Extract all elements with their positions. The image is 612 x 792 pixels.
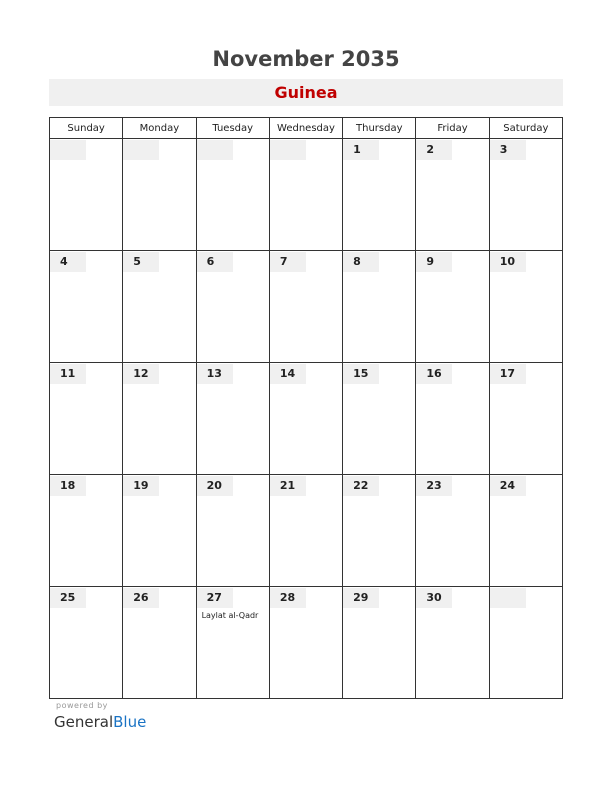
day-cell	[196, 139, 269, 251]
week-row	[50, 363, 563, 475]
day-number: 16	[416, 364, 452, 384]
day-cell	[196, 587, 269, 699]
day-cell	[50, 363, 123, 475]
day-number	[123, 140, 159, 160]
day-number: 8	[343, 252, 379, 272]
day-number: 4	[50, 252, 86, 272]
day-number: 24	[490, 476, 526, 496]
weekday-header: Tuesday	[196, 118, 269, 139]
day-cell	[489, 251, 562, 363]
day-number: 11	[50, 364, 86, 384]
day-cell	[416, 363, 489, 475]
day-number: 7	[270, 252, 306, 272]
day-cell	[343, 363, 416, 475]
brand-general-text: General	[54, 713, 114, 731]
day-number: 21	[270, 476, 306, 496]
day-number: 3	[490, 140, 526, 160]
day-number: 13	[197, 364, 233, 384]
day-number: 1	[343, 140, 379, 160]
day-cell	[269, 251, 342, 363]
day-cell	[50, 251, 123, 363]
day-number: 20	[197, 476, 233, 496]
day-cell	[489, 587, 562, 699]
day-number: 27	[197, 588, 233, 608]
day-number: 6	[197, 252, 233, 272]
day-number: 26	[123, 588, 159, 608]
day-number: 5	[123, 252, 159, 272]
day-cell	[123, 251, 196, 363]
day-number	[197, 140, 233, 160]
weekday-header: Monday	[123, 118, 196, 139]
day-cell	[416, 139, 489, 251]
day-number: 17	[490, 364, 526, 384]
day-number: 22	[343, 476, 379, 496]
day-number: 18	[50, 476, 86, 496]
day-cell	[489, 139, 562, 251]
day-cell	[416, 475, 489, 587]
day-cell	[489, 363, 562, 475]
day-cell	[343, 251, 416, 363]
day-cell	[343, 475, 416, 587]
day-number: 19	[123, 476, 159, 496]
day-number: 2	[416, 140, 452, 160]
calendar-grid	[49, 117, 563, 699]
brand-blue-text: Blue	[113, 713, 147, 731]
weekday-header: Sunday	[50, 118, 123, 139]
day-cell	[416, 587, 489, 699]
day-number: 9	[416, 252, 452, 272]
weekday-header: Friday	[416, 118, 489, 139]
week-row	[50, 251, 563, 363]
day-cell	[489, 475, 562, 587]
day-cell	[123, 363, 196, 475]
week-row	[50, 475, 563, 587]
day-cell	[196, 475, 269, 587]
day-number: 29	[343, 588, 379, 608]
day-cell	[196, 251, 269, 363]
country-name: Guinea	[49, 79, 563, 106]
day-number: 10	[490, 252, 526, 272]
day-cell	[196, 363, 269, 475]
day-number: 30	[416, 588, 452, 608]
day-number: 28	[270, 588, 306, 608]
weekday-header-row	[50, 118, 563, 139]
day-cell	[269, 475, 342, 587]
day-number	[50, 140, 86, 160]
day-number	[490, 588, 526, 608]
day-cell	[123, 139, 196, 251]
day-number: 15	[343, 364, 379, 384]
page-title: November 2035	[212, 47, 400, 71]
day-cell	[416, 251, 489, 363]
day-cell	[269, 139, 342, 251]
powered-by-label: powered by	[56, 701, 108, 710]
weekday-header: Thursday	[343, 118, 416, 139]
day-cell	[123, 475, 196, 587]
day-cell	[123, 587, 196, 699]
day-cell	[269, 587, 342, 699]
brand-logo[interactable]	[54, 713, 146, 731]
day-cell	[343, 139, 416, 251]
day-number: 23	[416, 476, 452, 496]
day-cell	[50, 587, 123, 699]
day-number: 14	[270, 364, 306, 384]
day-number	[270, 140, 306, 160]
day-number: 25	[50, 588, 86, 608]
week-row	[50, 587, 563, 699]
weekday-header: Wednesday	[269, 118, 342, 139]
day-cell	[269, 363, 342, 475]
day-number: 12	[123, 364, 159, 384]
week-row	[50, 139, 563, 251]
day-cell	[50, 139, 123, 251]
weekday-header: Saturday	[489, 118, 562, 139]
day-cell	[50, 475, 123, 587]
day-cell	[343, 587, 416, 699]
holiday-label: Laylat al-Qadr	[201, 611, 259, 620]
